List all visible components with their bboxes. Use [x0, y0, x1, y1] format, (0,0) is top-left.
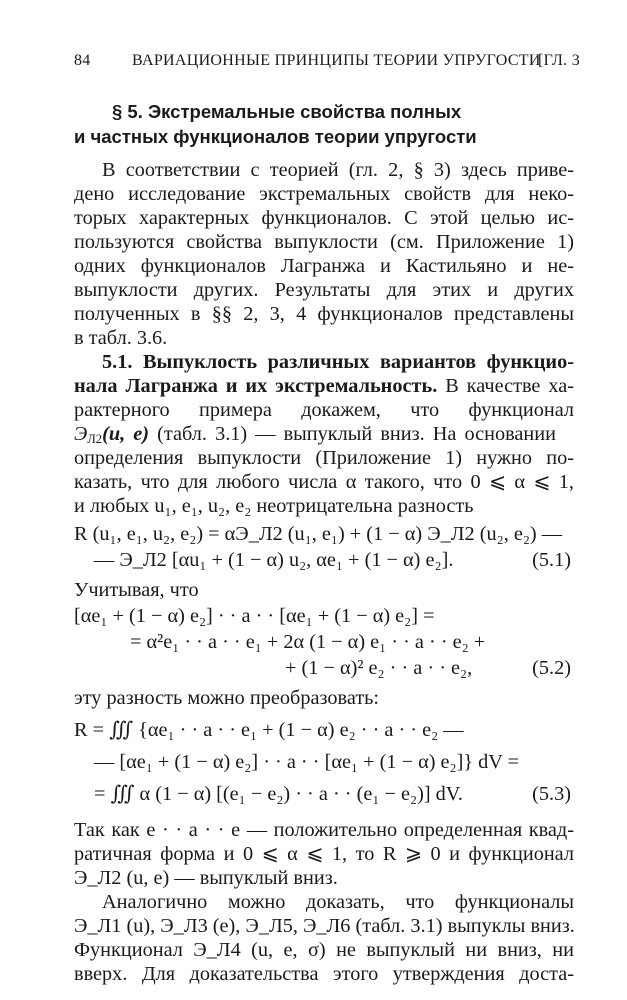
- subsection-line: [74, 422, 574, 446]
- chapter-marker: [ГЛ. 3: [537, 52, 580, 69]
- para1-line: дено исследование экстремальных свойств для неко-: [74, 183, 574, 205]
- functional-symbol: Э: [74, 423, 88, 445]
- subsection-line: рактерного примера докажем, что функционал: [74, 399, 574, 421]
- subsection-line: определения выпуклости (Приложение 1) нужно по-: [74, 447, 574, 469]
- para-after-line: ратичная форма и 0 ⩽ α ⩽ 1, то R ⩾ 0 и функционал: [74, 843, 574, 865]
- equation-5-2-line-3: + (1 − α)² e₂ · · a · · e₂,: [285, 657, 473, 679]
- equation-number: (5.3): [532, 783, 571, 805]
- equation-5-3-line-3: = ∭ α (1 − α) [(e₁ − e₂) · · a · · (e₁ − e₂)] dV.: [94, 783, 463, 805]
- subsection-line: и любых u₁, e₁, u₂, e₂ неотрицательна разность: [74, 495, 474, 517]
- para1-line: выпуклости других. Результаты для этих и других: [74, 279, 574, 301]
- equation-number: (5.1): [532, 549, 571, 571]
- text-considering: Учитывая, что: [74, 579, 199, 601]
- equation-number: (5.2): [532, 657, 571, 679]
- equation-5-1-line-1: R (u₁, e₁, u₂, e₂) = αЭ_Л2 (u₁, e₁) + (1 − α) Э_Л2 (u₂, e₂) —: [74, 523, 563, 545]
- para-last-line: Э_Л1 (u), Э_Л3 (e), Э_Л5, Э_Л6 (табл. 3.1) выпуклы вниз.: [74, 915, 575, 937]
- para-after-line: Так как e · · a · · e — положительно определенная квад-: [74, 819, 574, 841]
- section-heading-line-2: и частных функционалов теории упругости: [74, 126, 477, 147]
- para-last-line: вверх. Для доказательства этого утверждения доста-: [74, 963, 574, 985]
- para-last-line: Функционал Э_Л4 (u, e, σ) не выпуклый ни вниз, ни: [74, 939, 574, 961]
- equation-5-2-line-1: [αe₁ + (1 − α) e₂] · · a · · [αe₁ + (1 − α) e₂] =: [74, 605, 435, 627]
- page-number: 84: [74, 52, 91, 69]
- subsection-heading: 5.1. Выпуклость различных вариантов функцио-: [102, 351, 574, 373]
- equation-5-1-line-2: — Э_Л2 [αu₁ + (1 − α) u₂, αe₁ + (1 − α) e₂].: [94, 549, 454, 571]
- equation-5-3-line-1: R = ∭ {αe₁ · · a · · e₁ + (1 − α) e₂ · · a · · e₂ —: [74, 719, 464, 741]
- equation-5-3-line-2: — [αe₁ + (1 − α) e₂] · · a · · [αe₁ + (1 − α) e₂]} dV =: [94, 751, 520, 773]
- subsection-heading-cont: нала Лагранжа и их экстремальность.: [74, 375, 438, 397]
- section-heading-line-1: § 5. Экстремальные свойства полных: [112, 101, 462, 122]
- para1-line: пользуются свойства выпуклости (см. Приложение 1): [74, 231, 574, 253]
- para1-line: одних функционалов Лагранжа и Кастильяно и не-: [74, 255, 574, 277]
- para1-line: В соответствии с теорией (гл. 2, § 3) здесь приве-: [102, 159, 574, 181]
- subsection-text: В качестве ха-: [445, 375, 574, 397]
- subsection-line: казать, что для любого числа α такого, что 0 ⩽ α ⩽ 1,: [74, 471, 574, 493]
- text-transform: эту разность можно преобразовать:: [74, 687, 380, 709]
- subsection-line: [74, 374, 574, 398]
- subsection-text: (табл. 3.1) — выпуклый вниз. На основании: [157, 423, 556, 445]
- equation-5-2-line-2: = α²e₁ · · a · · e₁ + 2α (1 − α) e₁ · · a · · e₂ +: [130, 631, 486, 653]
- para-last-line: Аналогично можно доказать, что функционалы: [102, 891, 574, 913]
- para-after-line: Э_Л2 (u, e) — выпуклый вниз.: [74, 867, 338, 889]
- para1-line: торых характерных функционалов. С этой целью ис-: [74, 207, 574, 229]
- functional-subscript: Л2: [87, 432, 103, 447]
- running-title: ВАРИАЦИОННЫЕ ПРИНЦИПЫ ТЕОРИИ УПРУГОСТИ: [132, 52, 541, 69]
- para1-line: полученных в §§ 2, 3, 4 функционалов представлены: [74, 303, 574, 325]
- para1-line: в табл. 3.6.: [74, 327, 168, 349]
- functional-args: (u, e): [102, 423, 150, 445]
